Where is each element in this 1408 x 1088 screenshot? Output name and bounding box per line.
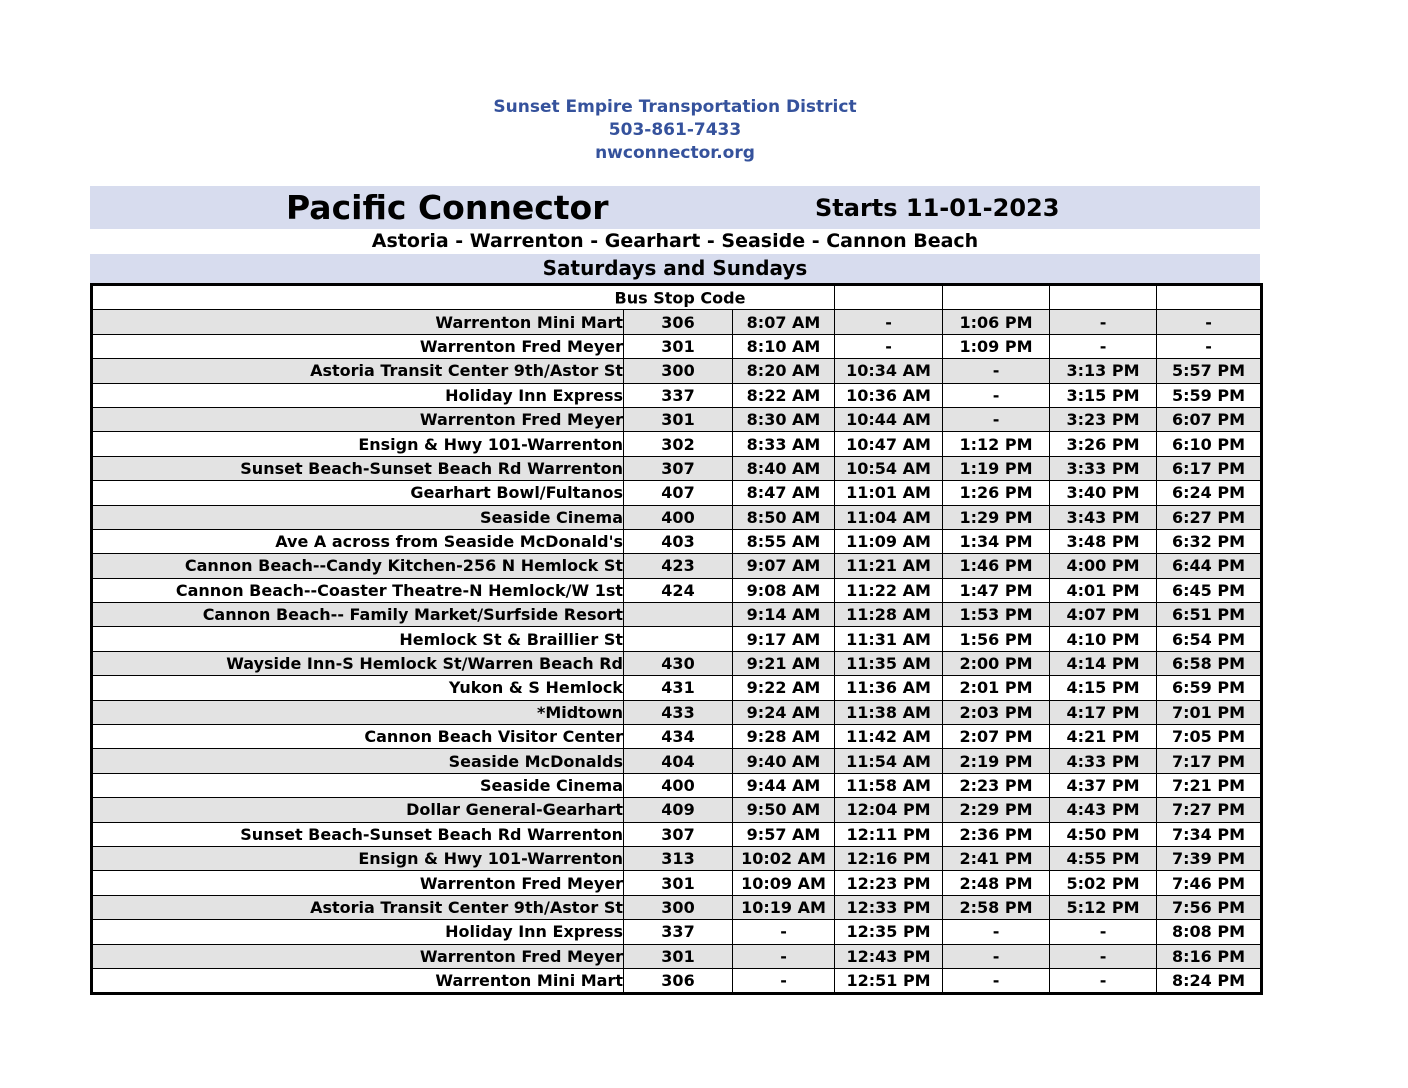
stop-name-cell: Warrenton Mini Mart <box>92 968 624 993</box>
empty-header-cell <box>1157 285 1262 310</box>
time-cell: 10:19 AM <box>733 895 835 919</box>
stop-code-cell: 301 <box>624 407 733 431</box>
time-cell: 2:36 PM <box>943 822 1050 846</box>
time-cell: 4:50 PM <box>1050 822 1157 846</box>
stop-code-cell: 431 <box>624 676 733 700</box>
time-cell: 4:00 PM <box>1050 554 1157 578</box>
stop-code-cell: 301 <box>624 944 733 968</box>
time-cell: 1:26 PM <box>943 481 1050 505</box>
stop-code-cell: 313 <box>624 846 733 870</box>
stop-name-cell: Seaside McDonalds <box>92 749 624 773</box>
time-cell: - <box>943 383 1050 407</box>
time-cell: - <box>835 310 943 334</box>
time-cell: 11:04 AM <box>835 505 943 529</box>
time-cell: 6:24 PM <box>1157 481 1262 505</box>
bus-stop-code-label: Bus Stop Code <box>614 288 746 308</box>
stop-code-cell: 400 <box>624 505 733 529</box>
time-cell: 6:17 PM <box>1157 456 1262 480</box>
time-cell: 7:56 PM <box>1157 895 1262 919</box>
time-cell: 9:17 AM <box>733 627 835 651</box>
table-row <box>92 968 1262 993</box>
table-row <box>92 846 1262 870</box>
time-cell: 6:27 PM <box>1157 505 1262 529</box>
time-cell: 2:41 PM <box>943 846 1050 870</box>
time-cell: 1:46 PM <box>943 554 1050 578</box>
time-cell: 7:34 PM <box>1157 822 1262 846</box>
time-cell: - <box>1157 334 1262 358</box>
time-cell: 11:58 AM <box>835 773 943 797</box>
time-cell: 1:12 PM <box>943 432 1050 456</box>
stop-code-cell: 424 <box>624 578 733 602</box>
time-cell: 8:30 AM <box>733 407 835 431</box>
time-cell: - <box>835 334 943 358</box>
stop-code-cell: 337 <box>624 383 733 407</box>
table-row <box>92 456 1262 480</box>
time-cell: 3:40 PM <box>1050 481 1157 505</box>
time-cell: 3:43 PM <box>1050 505 1157 529</box>
time-cell: 1:29 PM <box>943 505 1050 529</box>
time-cell: 11:31 AM <box>835 627 943 651</box>
time-cell: 11:09 AM <box>835 529 943 553</box>
time-cell: 4:17 PM <box>1050 700 1157 724</box>
time-cell: 4:37 PM <box>1050 773 1157 797</box>
time-cell: 10:34 AM <box>835 359 943 383</box>
schedule-table <box>90 283 1263 995</box>
table-row <box>92 407 1262 431</box>
table-row <box>92 334 1262 358</box>
time-cell: 2:48 PM <box>943 871 1050 895</box>
time-cell: 11:54 AM <box>835 749 943 773</box>
route-corridor: Astoria - Warrenton - Gearhart - Seaside - Cannon Beach <box>371 230 979 252</box>
stop-name-cell: Ensign & Hwy 101-Warrenton <box>92 846 624 870</box>
stop-name-cell: *Midtown <box>92 700 624 724</box>
stop-code-cell: 409 <box>624 798 733 822</box>
time-cell: 7:27 PM <box>1157 798 1262 822</box>
stop-name-cell: Cannon Beach--Coaster Theatre-N Hemlock/W 1st <box>92 578 624 602</box>
time-cell: 9:08 AM <box>733 578 835 602</box>
table-row <box>92 773 1262 797</box>
service-days-band: Saturdays and Sundays <box>90 254 1260 283</box>
stop-name-cell: Cannon Beach-- Family Market/Surfside Resort <box>92 603 624 627</box>
time-cell: 2:29 PM <box>943 798 1050 822</box>
stop-code-cell: 430 <box>624 651 733 675</box>
time-cell: 3:23 PM <box>1050 407 1157 431</box>
stop-name-cell: Ave A across from Seaside McDonald's <box>92 529 624 553</box>
table-row <box>92 871 1262 895</box>
stop-code-cell <box>624 627 733 651</box>
time-cell: 12:04 PM <box>835 798 943 822</box>
time-cell: 5:12 PM <box>1050 895 1157 919</box>
time-cell: - <box>1157 310 1262 334</box>
time-cell: 4:43 PM <box>1050 798 1157 822</box>
time-cell: 4:55 PM <box>1050 846 1157 870</box>
time-cell: 8:10 AM <box>733 334 835 358</box>
time-cell: 2:23 PM <box>943 773 1050 797</box>
table-row <box>92 798 1262 822</box>
time-cell: 4:10 PM <box>1050 627 1157 651</box>
time-cell: 12:43 PM <box>835 944 943 968</box>
time-cell: 12:51 PM <box>835 968 943 993</box>
time-cell: 8:16 PM <box>1157 944 1262 968</box>
table-row <box>92 822 1262 846</box>
bus-stop-code-header <box>92 285 835 310</box>
time-cell: 9:57 AM <box>733 822 835 846</box>
time-cell: 9:21 AM <box>733 651 835 675</box>
time-cell: 2:03 PM <box>943 700 1050 724</box>
stop-code-cell: 400 <box>624 773 733 797</box>
time-cell: 7:17 PM <box>1157 749 1262 773</box>
table-row <box>92 920 1262 944</box>
table-row <box>92 603 1262 627</box>
time-cell: 9:07 AM <box>733 554 835 578</box>
time-cell: 6:32 PM <box>1157 529 1262 553</box>
time-cell: 11:28 AM <box>835 603 943 627</box>
time-cell: 6:10 PM <box>1157 432 1262 456</box>
time-cell: 5:02 PM <box>1050 871 1157 895</box>
time-cell: 3:13 PM <box>1050 359 1157 383</box>
stop-code-cell: 337 <box>624 920 733 944</box>
time-cell: 8:55 AM <box>733 529 835 553</box>
time-cell: 3:33 PM <box>1050 456 1157 480</box>
time-cell: 2:01 PM <box>943 676 1050 700</box>
agency-header <box>90 96 1260 165</box>
agency-name: Sunset Empire Transportation District <box>493 97 857 117</box>
time-cell: - <box>943 968 1050 993</box>
time-cell: 10:36 AM <box>835 383 943 407</box>
time-cell: 8:33 AM <box>733 432 835 456</box>
time-cell: 7:39 PM <box>1157 846 1262 870</box>
stop-code-cell: 403 <box>624 529 733 553</box>
time-cell: 8:40 AM <box>733 456 835 480</box>
stop-code-cell: 300 <box>624 895 733 919</box>
stop-name-cell: Hemlock St & Braillier St <box>92 627 624 651</box>
empty-header-cell <box>835 285 943 310</box>
stop-name-cell: Holiday Inn Express <box>92 920 624 944</box>
table-row <box>92 554 1262 578</box>
time-cell: - <box>1050 968 1157 993</box>
time-cell: 2:07 PM <box>943 725 1050 749</box>
time-cell: 6:45 PM <box>1157 578 1262 602</box>
stop-code-cell: 307 <box>624 456 733 480</box>
time-cell: 2:19 PM <box>943 749 1050 773</box>
time-cell: 5:59 PM <box>1157 383 1262 407</box>
time-cell: - <box>943 944 1050 968</box>
time-cell: 4:07 PM <box>1050 603 1157 627</box>
stop-name-cell: Holiday Inn Express <box>92 383 624 407</box>
time-cell: 10:09 AM <box>733 871 835 895</box>
time-cell: 1:47 PM <box>943 578 1050 602</box>
table-row <box>92 895 1262 919</box>
time-cell: 9:14 AM <box>733 603 835 627</box>
stop-name-cell: Warrenton Mini Mart <box>92 310 624 334</box>
time-cell: 2:58 PM <box>943 895 1050 919</box>
time-cell: 10:54 AM <box>835 456 943 480</box>
time-cell: 1:56 PM <box>943 627 1050 651</box>
time-cell: 4:33 PM <box>1050 749 1157 773</box>
table-row <box>92 725 1262 749</box>
time-cell: 10:02 AM <box>733 846 835 870</box>
table-row <box>92 481 1262 505</box>
time-cell: 12:35 PM <box>835 920 943 944</box>
time-cell: - <box>733 920 835 944</box>
table-row <box>92 749 1262 773</box>
time-cell: 8:50 AM <box>733 505 835 529</box>
stop-name-cell: Dollar General-Gearhart <box>92 798 624 822</box>
time-cell: - <box>1050 944 1157 968</box>
time-cell: 6:54 PM <box>1157 627 1262 651</box>
time-cell: 8:24 PM <box>1157 968 1262 993</box>
time-cell: 6:58 PM <box>1157 651 1262 675</box>
table-row <box>92 529 1262 553</box>
table-row <box>92 944 1262 968</box>
table-row <box>92 432 1262 456</box>
stop-name-cell: Gearhart Bowl/Fultanos <box>92 481 624 505</box>
stop-code-cell: 434 <box>624 725 733 749</box>
time-cell: 8:07 AM <box>733 310 835 334</box>
time-cell: 10:47 AM <box>835 432 943 456</box>
table-row <box>92 627 1262 651</box>
time-cell: 4:01 PM <box>1050 578 1157 602</box>
table-row <box>92 359 1262 383</box>
table-row <box>92 651 1262 675</box>
stop-name-cell: Astoria Transit Center 9th/Astor St <box>92 359 624 383</box>
time-cell: 8:20 AM <box>733 359 835 383</box>
time-cell: 9:28 AM <box>733 725 835 749</box>
time-cell: 3:26 PM <box>1050 432 1157 456</box>
route-title: Pacific Connector <box>286 188 609 227</box>
table-row <box>92 578 1262 602</box>
stop-code-cell <box>624 603 733 627</box>
table-row <box>92 700 1262 724</box>
time-cell: 5:57 PM <box>1157 359 1262 383</box>
stop-code-cell: 404 <box>624 749 733 773</box>
time-cell: 1:34 PM <box>943 529 1050 553</box>
time-cell: 7:01 PM <box>1157 700 1262 724</box>
time-cell: - <box>1050 310 1157 334</box>
stop-code-cell: 306 <box>624 968 733 993</box>
time-cell: - <box>943 407 1050 431</box>
time-cell: 12:33 PM <box>835 895 943 919</box>
time-cell: 11:35 AM <box>835 651 943 675</box>
time-cell: 8:22 AM <box>733 383 835 407</box>
time-cell: 11:42 AM <box>835 725 943 749</box>
time-cell: - <box>733 944 835 968</box>
time-cell: 4:15 PM <box>1050 676 1157 700</box>
time-cell: 1:06 PM <box>943 310 1050 334</box>
stop-code-cell: 423 <box>624 554 733 578</box>
empty-header-cell <box>943 285 1050 310</box>
time-cell: 9:40 AM <box>733 749 835 773</box>
stop-name-cell: Yukon & S Hemlock <box>92 676 624 700</box>
time-cell: 7:21 PM <box>1157 773 1262 797</box>
stop-name-cell: Seaside Cinema <box>92 773 624 797</box>
time-cell: 6:44 PM <box>1157 554 1262 578</box>
time-cell: 4:14 PM <box>1050 651 1157 675</box>
stop-name-cell: Warrenton Fred Meyer <box>92 334 624 358</box>
time-cell: 8:08 PM <box>1157 920 1262 944</box>
stop-name-cell: Seaside Cinema <box>92 505 624 529</box>
table-header-row <box>92 285 1262 310</box>
table-row <box>92 310 1262 334</box>
time-cell: 11:01 AM <box>835 481 943 505</box>
time-cell: 9:44 AM <box>733 773 835 797</box>
time-cell: 1:19 PM <box>943 456 1050 480</box>
time-cell: 11:21 AM <box>835 554 943 578</box>
agency-phone: 503-861-7433 <box>608 120 742 140</box>
time-cell: 9:24 AM <box>733 700 835 724</box>
stop-name-cell: Warrenton Fred Meyer <box>92 944 624 968</box>
time-cell: 1:09 PM <box>943 334 1050 358</box>
time-cell: 12:23 PM <box>835 871 943 895</box>
stop-code-cell: 300 <box>624 359 733 383</box>
table-row <box>92 676 1262 700</box>
time-cell: 2:00 PM <box>943 651 1050 675</box>
stop-name-cell: Ensign & Hwy 101-Warrenton <box>92 432 624 456</box>
time-cell: 12:11 PM <box>835 822 943 846</box>
stop-code-cell: 301 <box>624 871 733 895</box>
time-cell: 3:15 PM <box>1050 383 1157 407</box>
time-cell: 1:53 PM <box>943 603 1050 627</box>
time-cell: 6:51 PM <box>1157 603 1262 627</box>
time-cell: 12:16 PM <box>835 846 943 870</box>
stop-name-cell: Sunset Beach-Sunset Beach Rd Warrenton <box>92 822 624 846</box>
time-cell: 11:38 AM <box>835 700 943 724</box>
time-cell: 7:05 PM <box>1157 725 1262 749</box>
table-row <box>92 505 1262 529</box>
stop-name-cell: Cannon Beach Visitor Center <box>92 725 624 749</box>
time-cell: - <box>943 359 1050 383</box>
time-cell: - <box>943 920 1050 944</box>
stop-code-cell: 301 <box>624 334 733 358</box>
time-cell: 7:46 PM <box>1157 871 1262 895</box>
time-cell: 8:47 AM <box>733 481 835 505</box>
time-cell: - <box>1050 334 1157 358</box>
stop-name-cell: Cannon Beach--Candy Kitchen-256 N Hemlock St <box>92 554 624 578</box>
stop-code-cell: 407 <box>624 481 733 505</box>
time-cell: 9:22 AM <box>733 676 835 700</box>
stop-name-cell: Astoria Transit Center 9th/Astor St <box>92 895 624 919</box>
time-cell: 6:59 PM <box>1157 676 1262 700</box>
time-cell: 11:22 AM <box>835 578 943 602</box>
route-title-band <box>90 186 1260 229</box>
time-cell: 4:21 PM <box>1050 725 1157 749</box>
stop-name-cell: Warrenton Fred Meyer <box>92 871 624 895</box>
stop-name-cell: Sunset Beach-Sunset Beach Rd Warrenton <box>92 456 624 480</box>
time-cell: 11:36 AM <box>835 676 943 700</box>
time-cell: 10:44 AM <box>835 407 943 431</box>
empty-header-cell <box>1050 285 1157 310</box>
stop-code-cell: 302 <box>624 432 733 456</box>
time-cell: - <box>733 968 835 993</box>
route-start-date: Starts 11-01-2023 <box>815 194 1060 222</box>
stop-name-cell: Wayside Inn-S Hemlock St/Warren Beach Rd <box>92 651 624 675</box>
stop-code-cell: 306 <box>624 310 733 334</box>
time-cell: 3:48 PM <box>1050 529 1157 553</box>
time-cell: - <box>1050 920 1157 944</box>
stop-code-cell: 433 <box>624 700 733 724</box>
table-row <box>92 383 1262 407</box>
stop-code-cell: 307 <box>624 822 733 846</box>
stop-name-cell: Warrenton Fred Meyer <box>92 407 624 431</box>
time-cell: 9:50 AM <box>733 798 835 822</box>
agency-website: nwconnector.org <box>595 143 755 163</box>
time-cell: 6:07 PM <box>1157 407 1262 431</box>
